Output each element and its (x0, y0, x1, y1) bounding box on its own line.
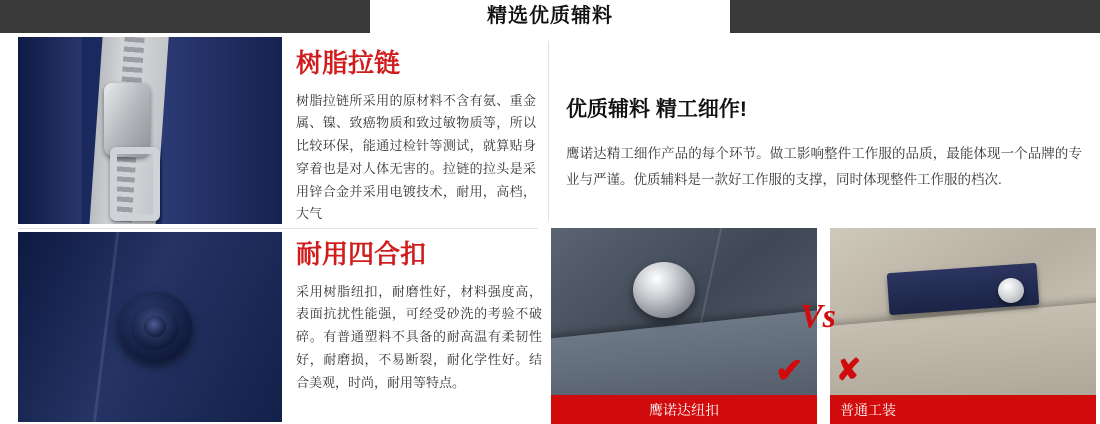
zipper-heading: 树脂拉链 (296, 48, 401, 78)
quality-heading: 优质辅料 精工细作! (566, 98, 747, 121)
bad-metal-snap (998, 278, 1024, 303)
zipper-fabric-left (18, 37, 82, 224)
zipper-text-block (296, 49, 536, 226)
page-title: 精选优质辅料 (487, 5, 613, 27)
quality-text-block (566, 93, 1082, 192)
snap-text-block (296, 240, 542, 394)
ordinary-workwear-photo (830, 228, 1096, 395)
vs-label: Vs (800, 298, 836, 335)
vertical-divider (548, 41, 549, 221)
zipper-body-text: 树脂拉链所采用的原材料不含有氨、重金属、镍、致癌物质和致过敏物质等，所以比较环保，能通过检针等测试，就算贴身穿着也是对人体无害的。拉链的拉头是采用锌合金并采用电镀技术，耐用，高档，大气 (296, 92, 536, 222)
snap-button-center (144, 316, 166, 337)
bad-pocket-flap (830, 301, 1096, 395)
zipper-pull-tab (110, 147, 160, 221)
quality-body-text: 鹰诺达精工细作产品的每个环节。做工影响整件工作服的品质，最能体现一个品牌的专业与严谨。优质辅料是一款好工作服的支撑，同时体现整件工作服的档次. (566, 146, 1082, 187)
header-banner-label-box (370, 0, 730, 33)
good-metal-snap (633, 262, 695, 318)
zipper-row (0, 33, 1100, 228)
horizontal-divider (18, 228, 538, 229)
comparison-panel-bad (830, 228, 1096, 424)
bad-caption: 普通工装 (830, 395, 1096, 424)
snap-row (0, 228, 1100, 424)
good-caption: 鹰诺达纽扣 (551, 395, 817, 424)
zipper-fabric-right (162, 37, 282, 224)
snap-heading: 耐用四合扣 (296, 239, 427, 269)
zipper-slider (104, 83, 150, 157)
cross-icon: ✘ (836, 354, 862, 387)
header-banner (0, 0, 1100, 33)
zipper-closeup-photo (18, 37, 282, 224)
snap-body-text: 采用树脂纽扣，耐磨性好，材料强度高，表面抗扰性能强，可经受砂洗的考验不破碎。有普通塑料不具备的耐高温有柔韧性好，耐磨损，不易断裂，耐化学性好。结合美观，时尚，耐用等特点。 (296, 283, 542, 390)
snap-button-closeup-photo (18, 232, 282, 422)
comparison-panel-good (551, 228, 817, 424)
check-icon: ✔ (775, 352, 804, 390)
